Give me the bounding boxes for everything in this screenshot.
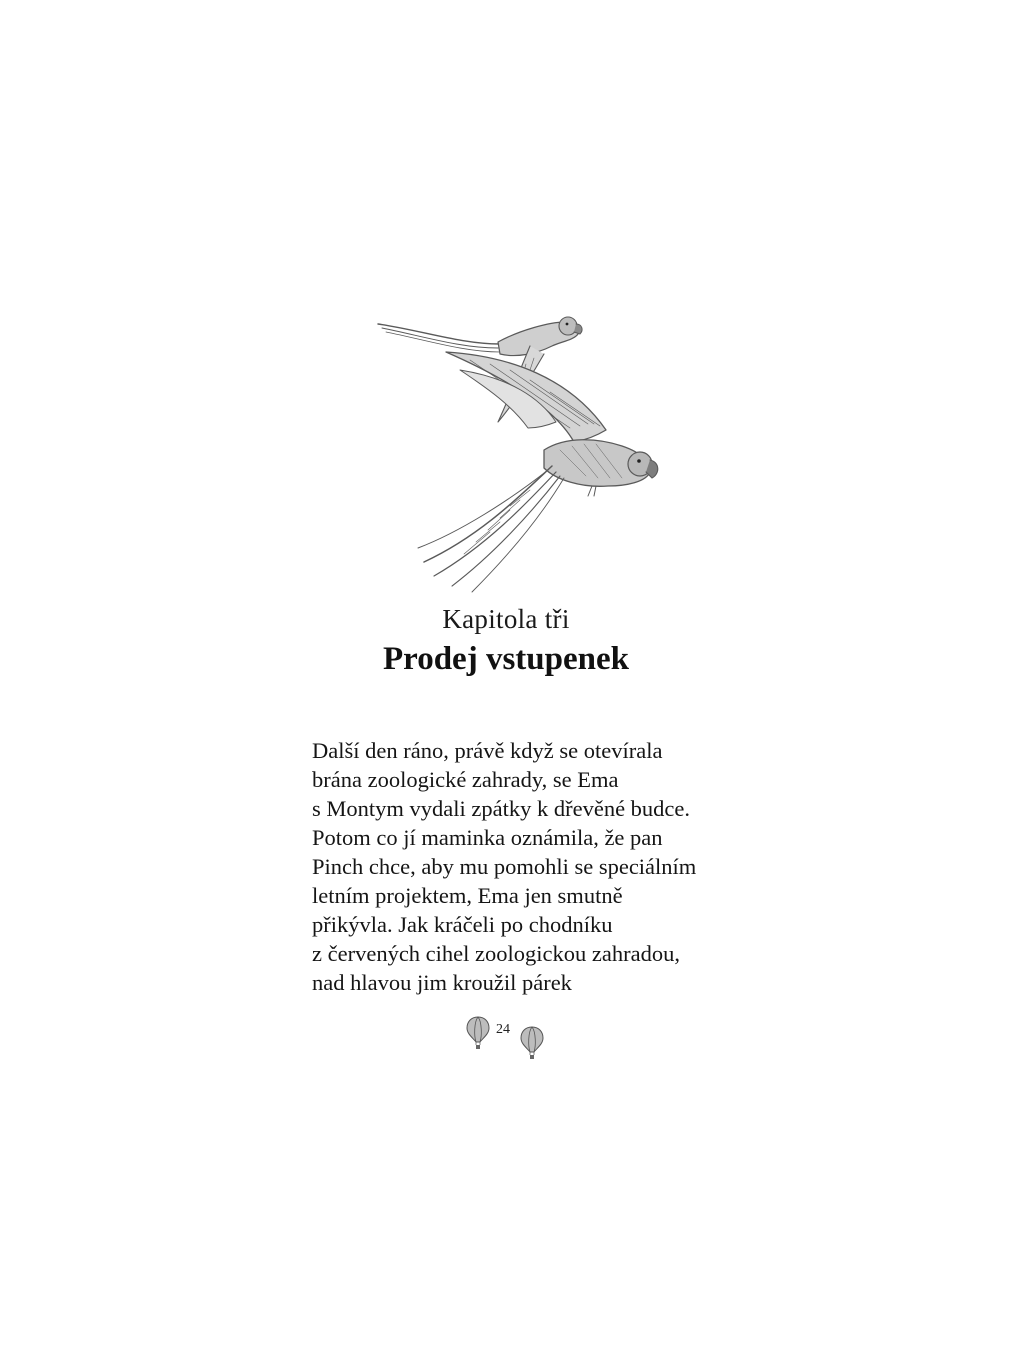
parrots-illustration (360, 300, 670, 600)
hot-air-balloon-icon (466, 1016, 490, 1050)
text-line: nad hlavou jim kroužil párek (312, 970, 572, 995)
page-footer (462, 1014, 552, 1060)
chapter-label: Kapitola tři (442, 604, 570, 634)
body-paragraph (312, 736, 732, 997)
text-line: letním projektem, Ema jen smutně (312, 883, 623, 908)
text-line: z červených cihel zoologickou zahradou, (312, 941, 680, 966)
page-number: 24 (496, 1022, 510, 1037)
chapter-title: Prodej vstupenek (383, 641, 629, 677)
hot-air-balloon-icon (520, 1026, 544, 1060)
text-line: brána zoologické zahrady, se Ema (312, 767, 619, 792)
text-line: Potom co jí maminka oznámila, že pan (312, 825, 663, 850)
text-line: s Montym vydali zpátky k dřevěné budce. (312, 796, 691, 821)
text-line: přikývla. Jak kráčeli po chodníku (312, 912, 613, 937)
text-line: Další den ráno, právě když se otevírala (312, 738, 663, 763)
text-line: Pinch chce, aby mu pomohli se speciálním (312, 854, 697, 879)
